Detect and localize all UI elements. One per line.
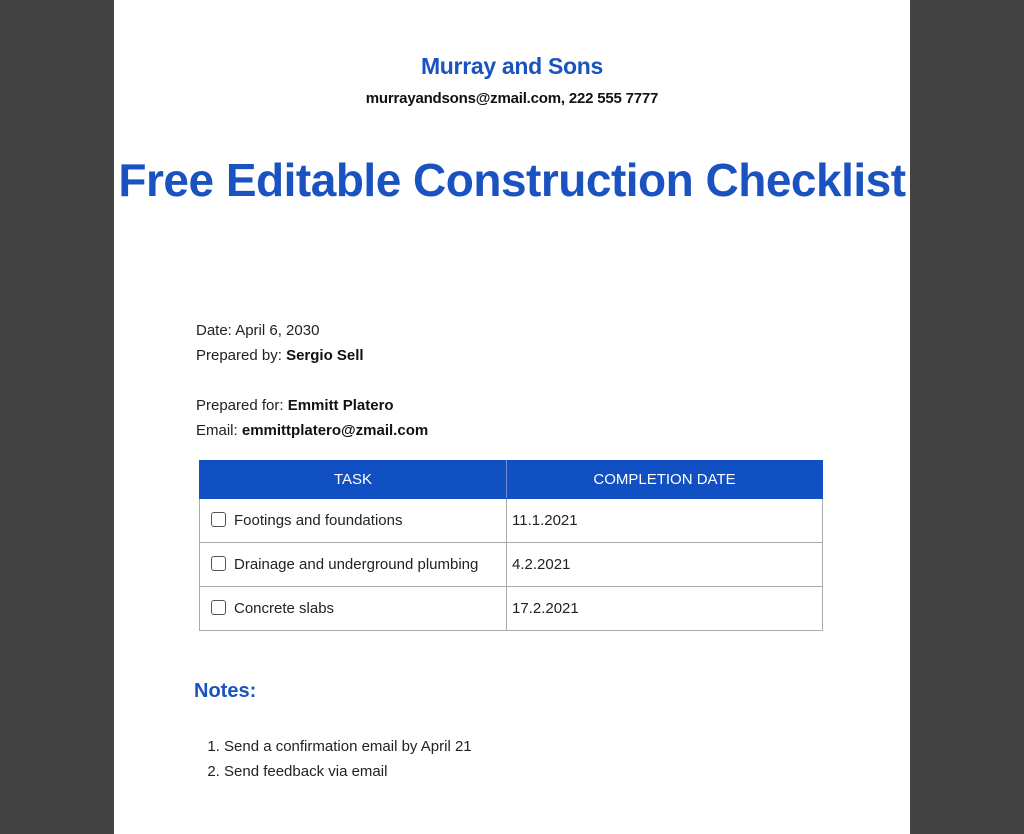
task-cell — [200, 587, 507, 631]
task-checkbox[interactable] — [211, 600, 226, 615]
document-page — [114, 0, 910, 834]
task-label: Concrete slabs — [234, 600, 335, 617]
note-item: 2. Send feedback via email — [224, 759, 472, 784]
prepared-by-line — [196, 343, 428, 368]
prepared-by-value: Sergio Sell — [286, 347, 364, 364]
email-value: emmittplatero@zmail.com — [241, 422, 429, 439]
notes-heading: Notes: — [194, 680, 257, 702]
task-cell — [200, 543, 507, 587]
task-label: Footings and foundations — [234, 512, 403, 529]
table-row — [200, 587, 823, 631]
table-row — [200, 543, 823, 587]
prepared-for-line — [196, 393, 428, 418]
spacer — [196, 368, 428, 393]
task-label: Drainage and underground plumbing — [234, 556, 479, 573]
date-cell: 4.2.2021 — [507, 543, 823, 587]
company-name: Murray and Sons — [420, 53, 604, 79]
prepared-for-label: Prepared for: — [196, 397, 284, 414]
column-header-completion-date: COMPLETION DATE — [507, 461, 823, 499]
email-line — [196, 418, 428, 443]
column-header-task: TASK — [200, 461, 507, 499]
document-meta — [196, 318, 428, 443]
note-item: 1. Send a confirmation email by April 21 — [224, 734, 472, 759]
table-row — [200, 499, 823, 543]
notes-list — [196, 734, 472, 784]
task-checkbox[interactable] — [211, 512, 226, 527]
table-header-row — [200, 461, 823, 499]
checklist-table — [199, 460, 823, 631]
date-value: April 6, 2030 — [235, 322, 320, 339]
date-cell: 11.1.2021 — [507, 499, 823, 543]
date-cell: 17.2.2021 — [507, 587, 823, 631]
company-contact: murrayandsons@zmail.com, 222 555 7777 — [365, 90, 659, 107]
task-checkbox[interactable] — [211, 556, 226, 571]
email-label: Email: — [196, 422, 238, 439]
task-cell — [200, 499, 507, 543]
document-title: Free Editable Construction Checklist — [118, 154, 906, 206]
date-line — [196, 318, 428, 343]
prepared-for-value: Emmitt Platero — [287, 397, 394, 414]
date-label: Date: — [196, 322, 232, 339]
prepared-by-label: Prepared by: — [196, 347, 282, 364]
